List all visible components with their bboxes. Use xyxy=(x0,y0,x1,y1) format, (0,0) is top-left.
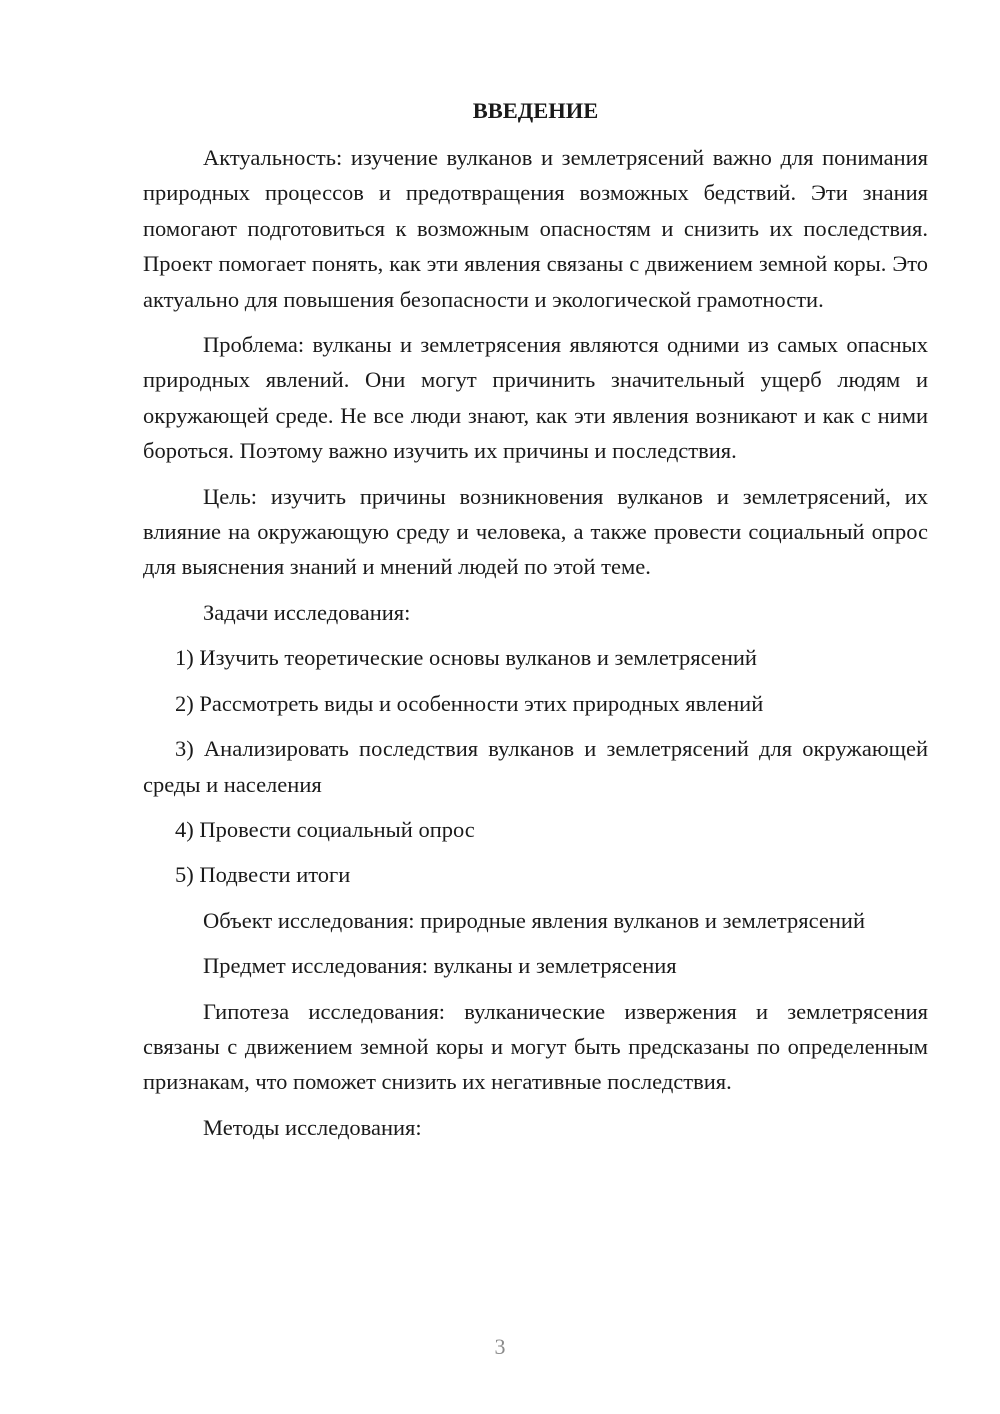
task-item: 3) Анализировать последствия вулканов и землетрясений для окружающей среды и населения xyxy=(143,736,928,797)
tasks-heading: Задачи исследования: xyxy=(203,599,411,625)
page-body xyxy=(143,96,928,1155)
page-number: 3 xyxy=(494,1334,506,1359)
page-title: ВВЕДЕНИЕ xyxy=(472,98,599,123)
problem-paragraph: Проблема: вулканы и землетрясения являются одними из самых опасных природных явлений. Они могут причинить значительный ущерб людям и окружающей среде. Не все люди знают, как эти явления возникают и как с ними бороться. Поэтому важно изучить их причины и последствия. xyxy=(143,332,928,464)
subject-paragraph: Предмет исследования: вулканы и землетрясения xyxy=(203,953,677,979)
task-item: 1) Изучить теоретические основы вулканов и землетрясений xyxy=(175,645,757,671)
methods-heading: Методы исследования: xyxy=(203,1114,422,1140)
task-item: 2) Рассмотреть виды и особенности этих природных явлений xyxy=(175,690,764,716)
task-item: 5) Подвести итоги xyxy=(175,862,351,888)
relevance-paragraph: Актуальность: изучение вулканов и землетрясений важно для понимания природных процессов и предотвращения возможных бедствий. Эти знания помогают подготовиться к возможным опасностям и снизить их последствия. Проект помогает понять, как эти явления связаны с движением земной коры. Это актуально для повышения безопасности и экологической грамотности. xyxy=(143,145,928,312)
object-paragraph: Объект исследования: природные явления вулканов и землетрясений xyxy=(203,907,865,933)
hypothesis-paragraph: Гипотеза исследования: вулканические извержения и землетрясения связаны с движением земной коры и могут быть предсказаны по определенным признакам, что поможет снизить их негативные последствия. xyxy=(143,998,928,1095)
goal-paragraph: Цель: изучить причины возникновения вулканов и землетрясений, их влияние на окружающую среду и человека, а также провести социальный опрос для выяснения знаний и мнений людей по этой теме. xyxy=(143,483,928,580)
task-item: 4) Провести социальный опрос xyxy=(175,816,475,842)
